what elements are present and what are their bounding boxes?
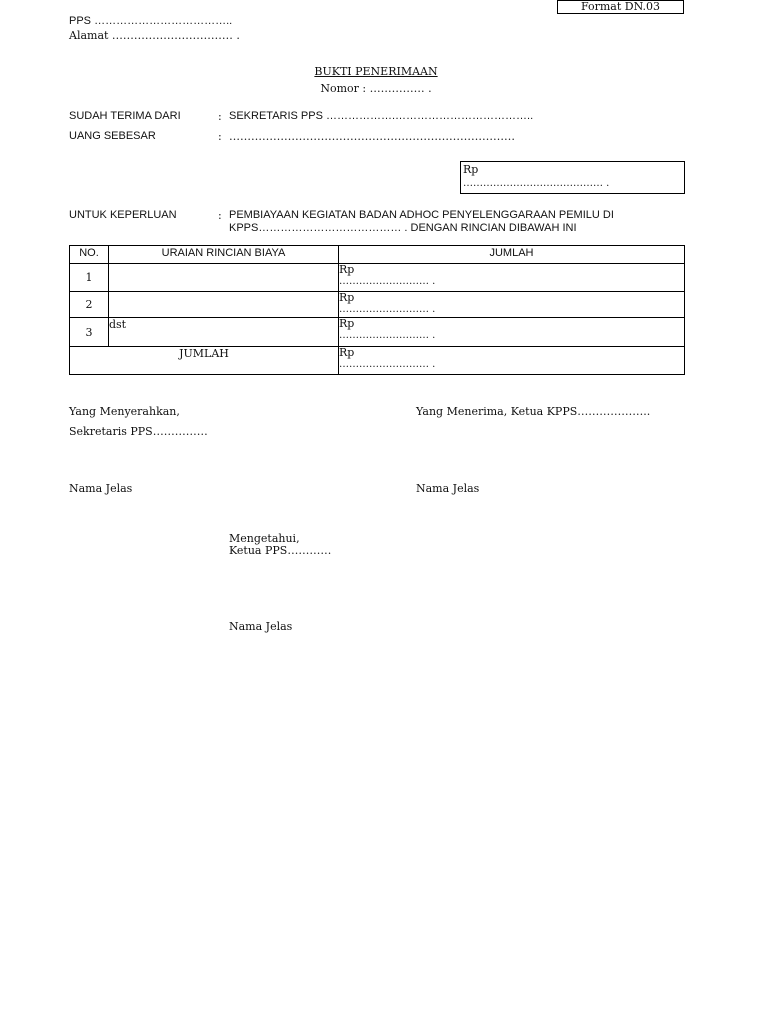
row-jumlah — [339, 292, 685, 318]
document-title: BUKTI PENERIMAAN — [314, 65, 438, 78]
keperluan-line-1: PEMBIAYAAN KEGIATAN BADAN ADHOC PENYELENGGARAAN PEMILU DI — [229, 209, 614, 221]
row-dots: ……………………… . — [339, 304, 436, 315]
nama-jelas-center: Nama Jelas — [229, 620, 293, 633]
amount-box-dots: …………………………………… . — [463, 178, 610, 189]
header-no: NO. — [70, 246, 109, 264]
keperluan-line-2: KPPS………………………………… . DENGAN RINCIAN DIBAWAH INI — [229, 222, 577, 234]
row-rp: Rp — [339, 263, 355, 276]
table-row — [70, 292, 685, 318]
header-uraian: URAIAN RINCIAN BIAYA — [109, 246, 339, 264]
format-label-box — [557, 0, 684, 14]
table-row — [70, 264, 685, 292]
amount-box-rp: Rp — [463, 163, 479, 176]
table-row — [70, 318, 685, 347]
yang-menyerahkan: Yang Menyerahkan, — [69, 405, 180, 418]
table-total-row — [70, 347, 685, 375]
row-uraian: dst — [109, 318, 339, 347]
header-jumlah: JUMLAH — [339, 246, 685, 264]
row-dots: ……………………… . — [339, 330, 436, 341]
rincian-table — [69, 245, 685, 375]
amount-box — [460, 161, 685, 194]
nama-jelas-right: Nama Jelas — [416, 482, 480, 495]
total-jumlah — [339, 347, 685, 375]
row-dots: ……………………… . — [339, 276, 436, 287]
row-rp: Rp — [339, 317, 355, 330]
sudah-terima-colon: : — [218, 110, 222, 123]
nama-jelas-left: Nama Jelas — [69, 482, 133, 495]
yang-menerima: Yang Menerima, Ketua KPPS……………….. — [416, 405, 651, 418]
total-dots: ……………………… . — [339, 359, 436, 370]
total-label: JUMLAH — [70, 347, 339, 375]
row-no: 2 — [70, 292, 109, 318]
uang-sebesar-label: UANG SEBESAR — [69, 130, 156, 142]
sekretaris-pps: Sekretaris PPS…………… — [69, 425, 208, 438]
sudah-terima-label: SUDAH TERIMA DARI — [69, 110, 181, 122]
total-rp: Rp — [339, 346, 355, 359]
row-rp: Rp — [339, 291, 355, 304]
row-no: 1 — [70, 264, 109, 292]
nomor-line: Nomor : …………… . — [320, 82, 432, 95]
format-label: Format DN.03 — [580, 0, 661, 13]
uang-sebesar-colon: : — [218, 130, 222, 143]
keperluan-colon: : — [218, 209, 222, 222]
mengetahui: Mengetahui, — [229, 532, 300, 545]
keperluan-label: UNTUK KEPERLUAN — [69, 209, 177, 221]
sudah-terima-value: SEKRETARIS PPS ……………….……………………………….. — [229, 110, 534, 122]
row-uraian — [109, 264, 339, 292]
header-pps: PPS ……………………………….. — [69, 15, 233, 27]
ketua-pps: Ketua PPS………… — [229, 544, 332, 557]
row-no: 3 — [70, 318, 109, 347]
table-header-row — [70, 246, 685, 264]
header-alamat: Alamat …………………………… . — [69, 29, 240, 42]
row-jumlah — [339, 264, 685, 292]
row-jumlah — [339, 318, 685, 347]
row-uraian — [109, 292, 339, 318]
uang-sebesar-value: …………………………………………………………………… — [229, 130, 515, 143]
